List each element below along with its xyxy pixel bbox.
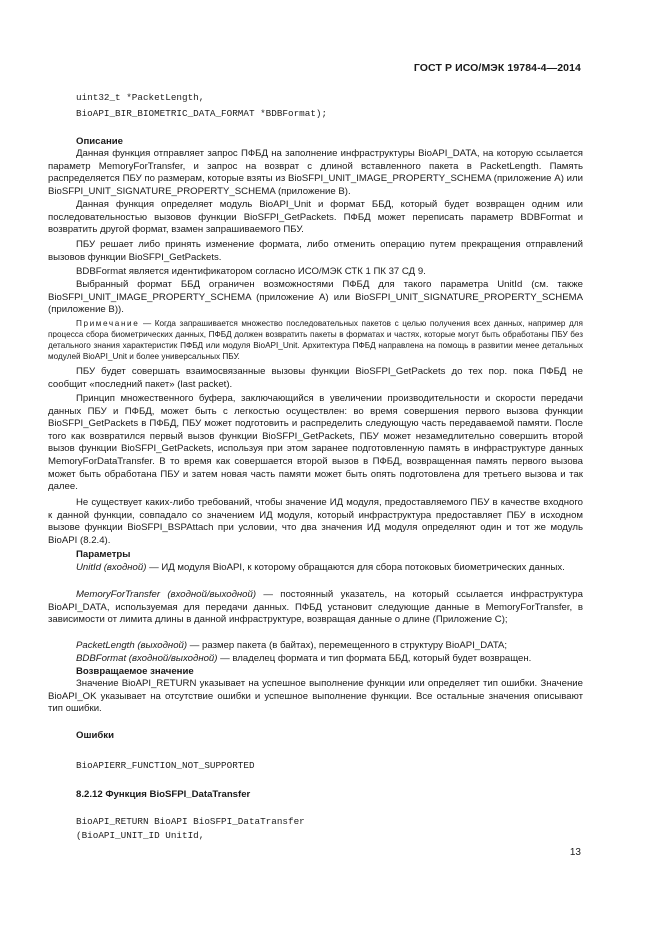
code-line: (BioAPI_UNIT_ID UnitId, xyxy=(76,830,205,841)
paragraph: Значение BioAPI_RETURN указывает на успешное выполнение функции или определяет тип ошибки. Значение BioAPI_OK указывает на отсутствие ошибки и успешное выполнение функции. Все остальные значения описывают тип ошибки. xyxy=(48,678,583,715)
paragraph: ПБУ будет совершать взаимосвязанные вызовы функции BioSFPI_GetPackets до тех пор. пока ПФБД не сообщит «последний пакет» (last packet). xyxy=(48,366,583,390)
standard-header: ГОСТ Р ИСО/МЭК 19784-4—2014 xyxy=(413,62,581,74)
param-name: PacketLength (выходной) xyxy=(76,640,188,651)
page-number: 13 xyxy=(569,847,581,858)
paragraph: ПБУ решает либо принять изменение формата, либо отменить операцию путем прекращения отправлений вызовов функции BioSFPI_GetPackets. xyxy=(48,239,583,263)
note-text: — Когда запрашивается множество последовательных пакетов с целью получения всех данных, например для процесса сбора биометрических данных, ПФБД должен возвратить пакеты в форматах и частях, которые могут быть обработаны ПБУ без детального знания характеристик ПФБД или модуля BioAPI_Unit. Архитектура ПФБД направлена на помощь в развитии менее детальных модулей BioAPI_Unit и более универсальных ПБУ. xyxy=(48,319,583,361)
paragraph: Не существует каких-либо требований, чтобы значение ИД модуля, предоставляемого ПБУ в качестве входного к данной функции, совпадало со значением ИД модуля, который инфраструктура предоставляет ПБУ в исходном вызове функции BioSFPI_BSPAttach при условии, что два значения ИД модуля определяют один и тот же модуль BioAPI (8.2.4). xyxy=(48,497,583,546)
code-line: BioAPI_RETURN BioAPI BioSFPI_DataTransfer xyxy=(76,816,305,827)
paragraph: Принцип множественного буфера, заключающийся в увеличении производительности и скорости передачи данных ПБУ и ПФБД, может быть с легкостью осуществлен: во время совершения первого вызова функции BioSFPI_GetPackets в ПФБД, ПБУ может подготовить и распределить следующую часть передаваемой памяти. После того как возвратился первый вызов функции BioSFPI_GetPackets, ПБУ может незамедлительно совершить второй вызов функции BioSFPI_GetPackets, используя при этом заранее подготовленную память в инфраструктуре данных MemoryForDataTransfer. В то время как совершается второй вызов в ПФБД, возвращенная память первого вызова может быть обработана ПБУ и затем новая часть памяти может быть опять подготовлена для третьего вызова и так далее. xyxy=(48,393,583,493)
error-code: BioAPIERR_FUNCTION_NOT_SUPPORTED xyxy=(76,760,255,771)
note xyxy=(48,318,583,362)
code-line: uint32_t *PacketLength, xyxy=(76,92,205,103)
param-name: BDBFormat (входной/выходной) xyxy=(76,653,218,664)
note-label: Примечание xyxy=(76,319,140,328)
param-unitid: UnitId (входной) — ИД модуля BioAPI, к которому обращаются для сбора потоковых биометрических данных. xyxy=(76,562,565,573)
paragraph: Данная функция отправляет запрос ПФБД на заполнение инфраструктуры BioAPI_DATA, на которую ссылается параметр MemoryForTransfer, и запрос на возврат с длиной вставленного пакета в PacketLength. Память распределяется ПБУ по размерам, которые взяты из BioSFPI_UNIT_IMAGE_PROPERTY_SCHEMA (приложение А) или BioSFPI_UNIT_SIGNATURE_PROPERTY_SCHEMA (приложение В). xyxy=(48,148,583,197)
param-bdbformat: BDBFormat (входной/выходной) — владелец формата и тип формата ББД, который будет возвращен. xyxy=(76,653,532,664)
paragraph: Выбранный формат ББД ограничен возможностями ПФБД для такого параметра UnitId (см. также BioSFPI_UNIT_IMAGE_PROPERTY_SCHEMA (приложение А) или BioSFPI_UNIT_SIGNATURE_PROPERTY_SCHEMA (приложение В)). xyxy=(48,279,583,316)
code-line: BioAPI_BIR_BIOMETRIC_DATA_FORMAT *BDBFormat); xyxy=(76,108,328,119)
param-name: UnitId (входной) xyxy=(76,562,147,573)
description-heading: Описание xyxy=(76,136,123,147)
paragraph: BDBFormat является идентификатором согласно ИСО/МЭК СТК 1 ПК 37 СД 9. xyxy=(76,266,426,277)
section-heading: 8.2.12 Функция BioSFPI_DataTransfer xyxy=(76,789,251,800)
param-name: MemoryForTransfer (входной/выходной) xyxy=(76,589,257,600)
params-heading: Параметры xyxy=(76,549,131,560)
paragraph: Данная функция определяет модуль BioAPI_Unit и формат ББД, который будет возвращен одним или последовательностью вызовов функции BioSFPI_GetPackets. ПФБД может переписать параметр BDBFormat и возвратить другой формат, взамен запрашиваемого ПБУ. xyxy=(48,199,583,236)
returns-heading: Возвращаемое значение xyxy=(76,666,194,677)
param-memory: MemoryForTransfer (входной/выходной) — постоянный указатель, на который ссылается инфраструктура BioAPI_DATA, используемая для передачи данных. ПФБД установит следующие данные в MemoryForTransfer, в зависимости от лимита длины в данной инфраструктуре, возвращая данные о длине (Приложение С); xyxy=(48,589,583,626)
param-packetlength: PacketLength (выходной) — размер пакета (в байтах), перемещенного в структуру BioAPI_DATA; xyxy=(76,640,508,651)
errors-heading: Ошибки xyxy=(76,730,114,741)
